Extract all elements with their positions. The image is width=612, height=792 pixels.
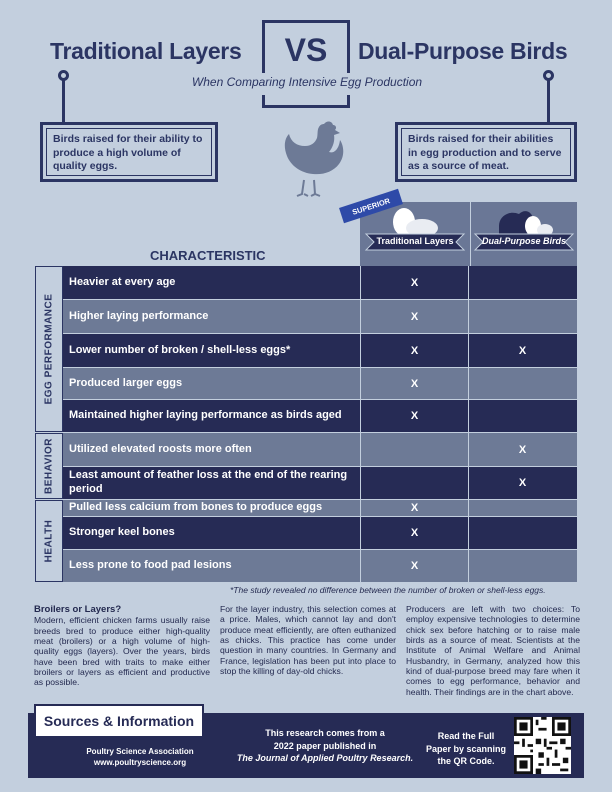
- definition-traditional-text: Birds raised for their ability to produce a high volume of quality eggs.: [46, 128, 212, 176]
- qr-line-3: the QR Code.: [437, 756, 495, 767]
- row-label: Less prone to food pad lesions: [69, 559, 232, 572]
- table-row: [63, 517, 577, 549]
- row-label: Pulled less calcium from bones to produce eggs: [69, 501, 323, 514]
- group-behavior: [35, 433, 63, 499]
- group-label: EGG PERFORMANCE: [43, 293, 55, 405]
- qr-code-icon[interactable]: [514, 717, 571, 774]
- row-label: Least amount of feather loss at the end of the rearing period: [69, 469, 348, 495]
- table-row: [63, 334, 577, 367]
- org-info: [70, 746, 210, 768]
- research-line-1: This research comes from a: [265, 728, 385, 738]
- left-pin-line: [62, 76, 65, 123]
- research-info: [230, 727, 420, 765]
- table-footnote: *The study revealed no difference between the number of broken or shell-less eggs.: [230, 585, 546, 595]
- right-pin-line: [547, 76, 550, 123]
- col-header-traditional: Traditional Layers: [376, 236, 454, 246]
- traditional-mark: X: [360, 266, 468, 299]
- body-heading: Broilers or Layers?: [34, 604, 122, 615]
- traditional-mark: X: [360, 500, 468, 516]
- group-health: [35, 500, 63, 582]
- hen-icon: [268, 118, 350, 200]
- left-pin-dot: [58, 70, 69, 81]
- dual-mark: X: [468, 467, 576, 499]
- row-label: Lower number of broken / shell-less eggs*: [69, 343, 291, 356]
- body-column-3: [406, 604, 580, 697]
- org-url[interactable]: www.poultryscience.org: [93, 758, 187, 768]
- body-column-2: [220, 604, 396, 676]
- row-label: Stronger keel bones: [69, 526, 175, 539]
- title-traditional-layers: Traditional Layers: [50, 38, 242, 64]
- row-label: Maintained higher laying performance as birds aged: [69, 409, 342, 422]
- traditional-mark: [360, 467, 468, 499]
- dual-mark: [468, 368, 576, 399]
- group-label: BEHAVIOR: [43, 437, 55, 495]
- qr-line-2: Paper by scanning: [425, 743, 507, 754]
- table-row: [63, 433, 577, 466]
- traditional-mark: [360, 433, 468, 466]
- col-header-dual: Dual-Purpose Birds: [481, 236, 566, 246]
- dual-mark: X: [468, 334, 576, 367]
- dual-header-art: [471, 202, 577, 266]
- superior-banner: SUPERIOR: [339, 189, 403, 223]
- traditional-mark: X: [360, 550, 468, 582]
- qr-info: [424, 730, 508, 768]
- body-column-1: [34, 604, 210, 688]
- definition-dual: [395, 122, 577, 182]
- table-row: [63, 550, 577, 582]
- table-row: [63, 500, 577, 516]
- table-row: [63, 400, 577, 432]
- row-label: Higher laying performance: [69, 309, 209, 322]
- traditional-mark: X: [360, 334, 468, 367]
- vs-label: VS: [284, 32, 328, 68]
- right-pin-dot: [543, 70, 554, 81]
- qr-line-1: Read the Full: [437, 731, 495, 741]
- research-line-2: 2022 paper published in: [273, 740, 377, 751]
- row-label: Utilized elevated roosts more often: [69, 442, 252, 455]
- table-row: [63, 300, 577, 333]
- table-row: [63, 266, 577, 299]
- body-paragraph: Modern, efficient chicken farms usually raise breeds bred to produce either high-quality meat (broilers) or a high volume of high-quality eggs (layers). Over the years, birds have been bred with traits to make either broilers or layers as efficient and productive as possible.: [34, 615, 210, 688]
- dual-mark: [468, 517, 576, 549]
- dual-mark: [468, 550, 576, 582]
- dual-mark: [468, 400, 576, 432]
- traditional-mark: X: [360, 400, 468, 432]
- traditional-mark: X: [360, 300, 468, 333]
- traditional-mark: X: [360, 517, 468, 549]
- title-dual-purpose-birds: Dual-Purpose Birds: [358, 38, 568, 64]
- traditional-mark: X: [360, 368, 468, 399]
- dual-mark: X: [468, 433, 576, 466]
- body-paragraph: Producers are left with two choices: To employ expensive technologies to determine chick sex before hatching or to raise male birds as a source of meat. Scientists at the Institute of Animal Welfare and Animal Husbandry, in Germany, analyzed how this kind of dual-purpose breed may fare when it comes to egg performance, behavior and health. Their findings are in the chart above.: [406, 604, 580, 697]
- dual-mark: [468, 500, 576, 516]
- sources-tab: Sources & Information: [34, 704, 204, 738]
- body-paragraph: For the layer industry, this selection comes at a price. Males, which cannot lay and don't produce meat efficiently, are often euthanized as chicks. This practice has come under question in many countries. In Germany and France, legislation has been put into place to stop the killing of day-old chicks.: [220, 604, 396, 676]
- table-row: [63, 467, 577, 499]
- characteristic-heading: CHARACTERISTIC: [150, 248, 266, 263]
- dual-mark: [468, 266, 576, 299]
- group-label: HEALTH: [43, 519, 55, 563]
- org-name: Poultry Science Association: [86, 747, 194, 756]
- row-label: Produced larger eggs: [69, 376, 183, 389]
- subtitle: When Comparing Intensive Egg Production: [191, 75, 423, 89]
- definition-traditional: [40, 122, 218, 182]
- row-label: Heavier at every age: [69, 275, 176, 288]
- journal-name: The Journal of Applied Poultry Research.: [236, 753, 414, 764]
- dual-mark: [468, 300, 576, 333]
- definition-dual-text: Birds raised for their abilities in egg production and to serve as a source of meat.: [401, 128, 571, 176]
- group-egg-performance: [35, 266, 63, 432]
- table-row: [63, 368, 577, 399]
